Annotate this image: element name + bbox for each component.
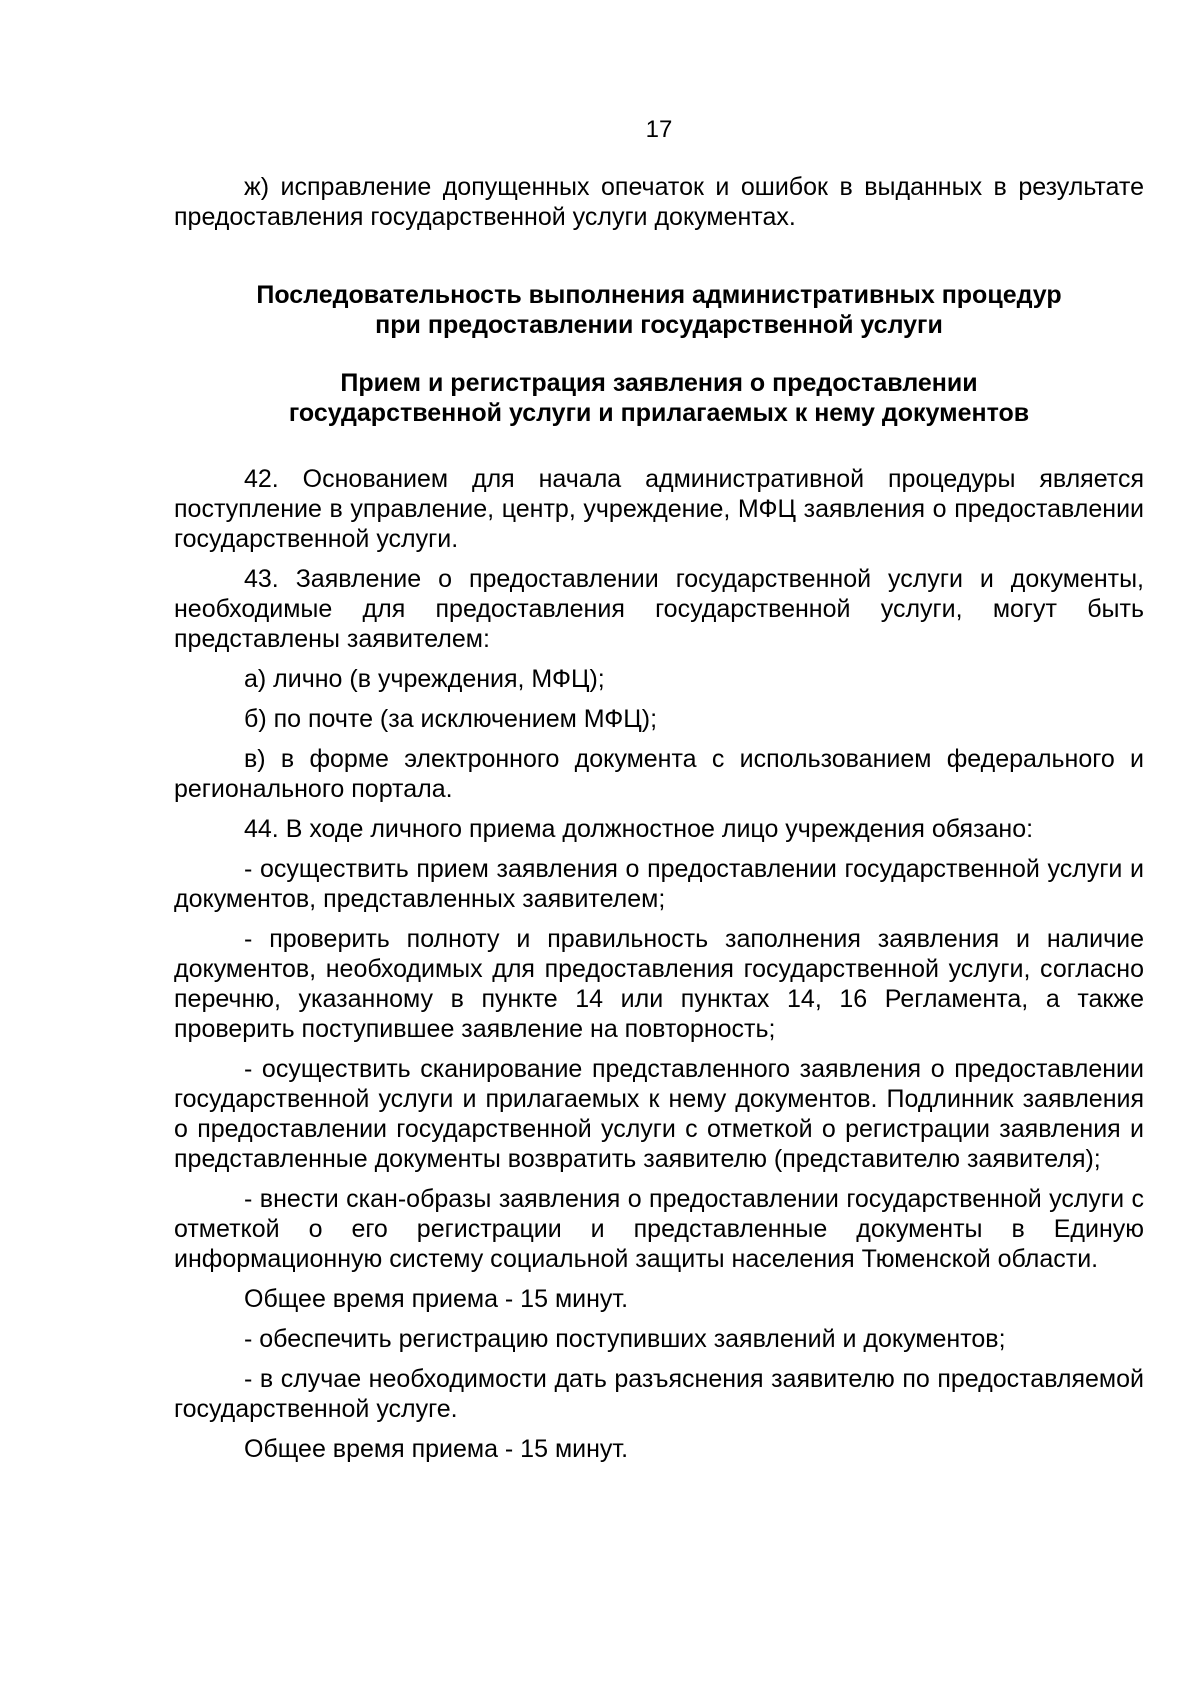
list-item-b: б) по почте (за исключением МФЦ); xyxy=(244,705,658,733)
subsection-heading-line-1: Прием и регистрация заявления о предоставлении xyxy=(340,369,978,397)
duty-enter-scans: - внести скан-образы заявления о предоставлении государственной услуги с отметкой о его регистрации и представленные документы в Единую информационную систему социальной защиты населения Тюменской области. xyxy=(174,1185,1144,1273)
duty-accept-application: - осуществить прием заявления о предоставлении государственной услуги и документов, представленных заявителем; xyxy=(174,855,1144,913)
document-body xyxy=(174,172,1144,1474)
duty-check-completeness: - проверить полноту и правильность заполнения заявления и наличие документов, необходимых для предоставления государственной услуги, согласно перечню, указанному в пункте 14 или пунктах 14, 16 Регламента, а также проверить поступившее заявление на повторность; xyxy=(174,925,1144,1043)
section-heading-line-1: Последовательность выполнения административных процедур xyxy=(256,281,1062,309)
paragraph-42: 42. Основанием для начала административной процедуры является поступление в управление, центр, учреждение, МФЦ заявления о предоставлении государственной услуги. xyxy=(174,465,1144,553)
page-number: 17 xyxy=(645,116,673,143)
reception-time-note-2: Общее время приема - 15 минут. xyxy=(244,1435,629,1463)
paragraph-44: 44. В ходе личного приема должностное лицо учреждения обязано: xyxy=(244,815,1034,843)
intro-paragraph: ж) исправление допущенных опечаток и ошибок в выданных в результате предоставления государственной услуги документах. xyxy=(174,173,1144,231)
subsection-heading-line-2: государственной услуги и прилагаемых к нему документов xyxy=(288,399,1030,427)
section-heading xyxy=(174,280,1144,340)
paragraph-43: 43. Заявление о предоставлении государственной услуги и документы, необходимые для предоставления государственной услуги, могут быть представлены заявителем: xyxy=(174,565,1144,653)
list-item-v: в) в форме электронного документа с использованием федерального и регионального портала. xyxy=(174,745,1144,803)
list-item-a: а) лично (в учреждения, МФЦ); xyxy=(244,665,605,693)
section-heading-line-2: при предоставлении государственной услуги xyxy=(375,311,943,339)
duty-scan-documents: - осуществить сканирование представленного заявления о предоставлении государственной услуги и прилагаемых к нему документов. Подлинник заявления о предоставлении государственной услуги с отметкой о регистрации заявления и представленные документы возвратить заявителю (представителю заявителя); xyxy=(174,1055,1144,1173)
subsection-heading xyxy=(174,368,1144,428)
duty-give-explanations: - в случае необходимости дать разъяснения заявителю по предоставляемой государственной услуге. xyxy=(174,1365,1144,1423)
duty-register-applications: - обеспечить регистрацию поступивших заявлений и документов; xyxy=(244,1325,1006,1353)
reception-time-note: Общее время приема - 15 минут. xyxy=(244,1285,629,1313)
